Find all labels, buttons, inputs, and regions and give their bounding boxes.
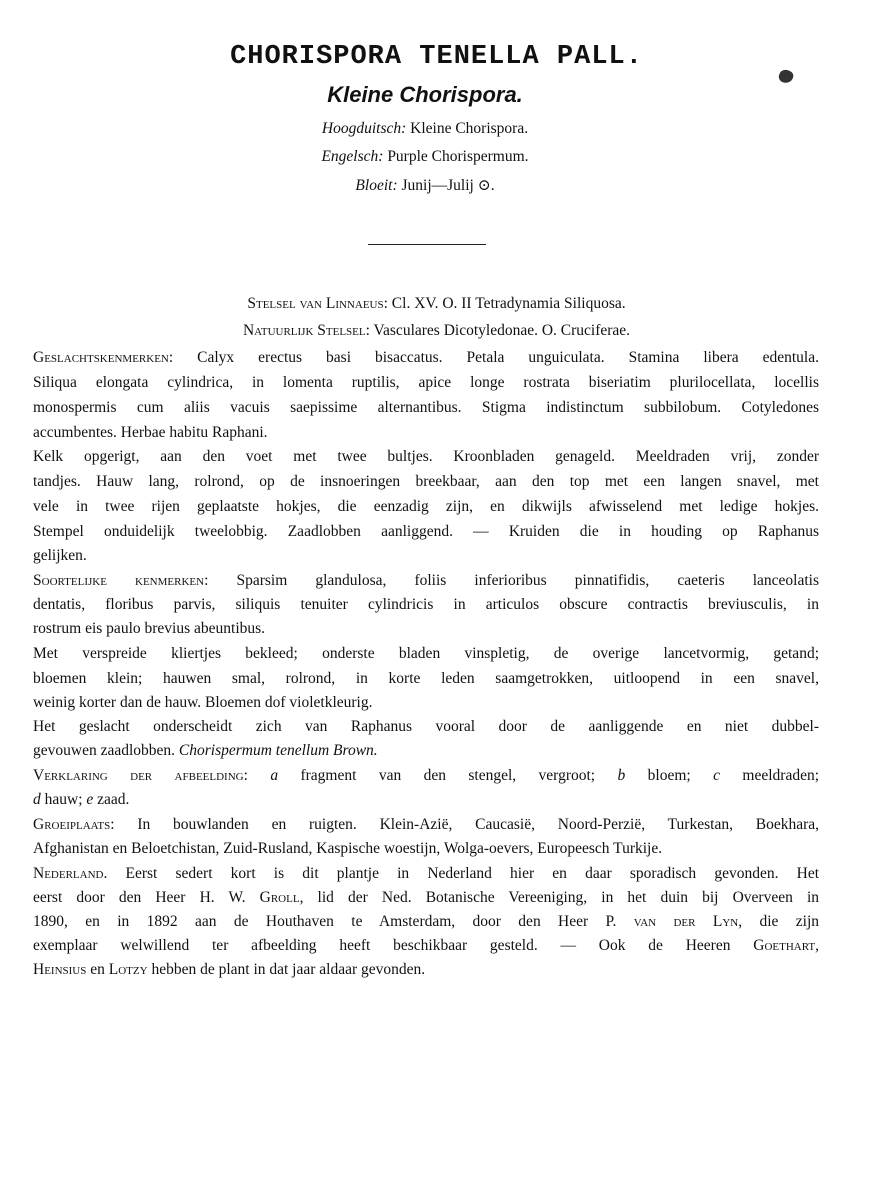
page-title: CHORISPORA TENELLA PALL. (230, 42, 643, 72)
genus-dutch-line: gelijken. (33, 547, 87, 564)
netherlands-line: exemplaar welwillend ter afbeelding heeft beschikbaar gesteld. — Ook de Heeren Goethart, (33, 937, 819, 954)
netherlands-line: eerst door den Heer H. W. Groll, lid der Ned. Botanische Vereeniging, in het duin bij Overveen in (33, 889, 819, 906)
genus-dutch-line: Stempel onduidelijk tweelobbig. Zaadlobben aanliggend. — Kruiden die in houding op Raphanus (33, 523, 819, 540)
natural-system: Natuurlijk Stelsel: Vasculares Dicotyledonae. O. Cruciferae. (242, 322, 631, 339)
linnaeus-system: Stelsel van Linnaeus: Cl. XV. O. II Tetradynamia Siliquosa. (247, 295, 626, 312)
netherlands-line: 1890, en in 1892 aan de Houthaven te Amsterdam, door den Heer P. van der Lyn, die zijn (33, 913, 820, 930)
figure-explanation-line: d hauw; e zaad. (33, 791, 130, 808)
page-subtitle: Kleine Chorispora. (327, 82, 523, 107)
habitat-line: Groeiplaats: In bouwlanden en ruigten. Klein-Azië, Caucasië, Noord-Perzië, Turkestan, Boekhara, (33, 816, 820, 833)
bloom-line: Bloeit: Junij—Julij ⊙. (355, 177, 495, 194)
figure-explanation-line: Verklaring der afbeelding: a fragment van den stengel, vergroot; b bloem; c meeldraden; (33, 767, 820, 784)
habitat-line: Afghanistan en Beloetchistan, Zuid-Rusland, Kaspische woestijn, Wolga-oevers, Europeesch Turkije. (33, 840, 663, 857)
genus-latin-line: monospermis cum aliis vacuis saepissime alternantibus. Stigma indistinctum subbilobum. Cotyledones (33, 399, 819, 416)
genus-dutch-line: Kelk opgerigt, aan den voet met twee bultjes. Kroonbladen genageld. Meeldraden vrij, zonder (33, 448, 819, 465)
genus-note-line: Het geslacht onderscheidt zich van Raphanus vooral door de aanliggende en niet dubbel- (33, 718, 819, 735)
species-dutch-line: bloemen klein; hauwen smal, rolrond, in korte leden saamgetrokken, uitloopend in een snavel, (33, 670, 819, 687)
genus-latin-line: Siliqua elongata cylindrica, in lomenta ruptilis, apice longe rostrata biseriatim plurilocellata, locellis (33, 374, 819, 391)
divider-rule (368, 244, 486, 245)
genus-latin-line: accumbentes. Herbae habitu Raphani. (33, 424, 268, 441)
species-dutch-line: weinig korter dan de hauw. Bloemen dof violetkleurig. (33, 694, 373, 711)
species-latin-line: Soortelijke kenmerken: Sparsim glandulosa, foliis inferioribus pinnatifidis, caeteris lanceolatis (33, 572, 819, 589)
netherlands-line: Heinsius en Lotzy hebben de plant in dat jaar aldaar gevonden. (33, 961, 426, 978)
netherlands-line: Nederland. Eerst sedert kort is dit plantje in Nederland hier en daar sporadisch gevonden. Het (33, 865, 820, 882)
species-latin-line: dentatis, floribus parvis, siliquis tenuiter cylindricis in articulos obscure contractis breviusculis, in (33, 596, 819, 613)
synonym: Chorispermum tenellum Brown. (178, 742, 378, 759)
german-name-line: Hoogduitsch: Kleine Chorispora. (321, 120, 529, 137)
english-name-line: Engelsch: Purple Chorispermum. (321, 148, 529, 165)
genus-latin-line: Geslachtskenmerken: Calyx erectus basi bisaccatus. Petala unguiculata. Stamina libera edentula. (33, 349, 819, 366)
species-latin-line: rostrum eis paulo brevius abeuntibus. (33, 620, 266, 637)
genus-dutch-line: tandjes. Hauw lang, rolrond, op de insnoeringen breekbaar, aan den top met een langen snavel, met (33, 473, 819, 490)
species-dutch-line: Met verspreide kliertjes bekleed; onderste bladen vinspletig, de overige lancetvormig, getand; (33, 645, 819, 662)
genus-dutch-line: vele in twee rijen geplaatste hokjes, die eenzadig zijn, en dikwijls afwisselend met ledige hokjes. (33, 498, 819, 515)
genus-note-line: gevouwen zaadlobben. Chorispermum tenellum Brown. (33, 742, 378, 759)
